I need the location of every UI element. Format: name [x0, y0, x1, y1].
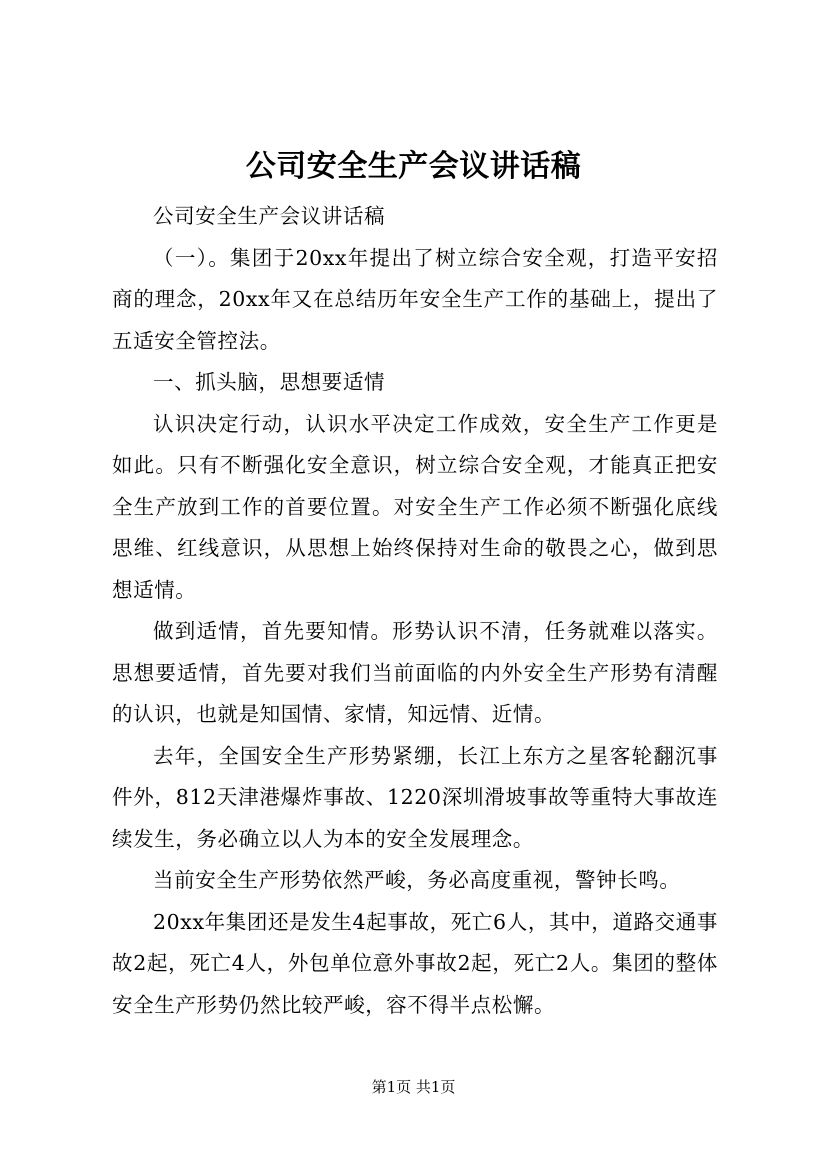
document-body — [112, 196, 718, 1026]
paragraph-know-situation: 做到适情，首先要知情。形势认识不清，任务就难以落实。思想要适情，首先要对我们当前面临的内外安全生产形势有清醒的认识，也就是知国情、家情，知远情、近情。 — [112, 619, 718, 726]
paragraph-awareness: 认识决定行动，认识水平决定工作成效，安全生产工作更是如此。只有不断强化安全意识，树立综合安全观，才能真正把安全生产放到工作的首要位置。对安全生产工作必须不断强化底线思维、红线意识，从思想上始终保持对生命的敬畏之心，做到思想适情。 — [112, 411, 718, 602]
page-footer: 第1页 共1页 — [371, 1078, 456, 1096]
paragraph-current-situation: 当前安全生产形势依然严峻，务必高度重视，警钟长鸣。 — [153, 868, 681, 892]
section-heading-1: 一、抓头脑，思想要适情 — [153, 370, 386, 394]
paragraph-accidents: 20xx年集团还是发生4起事故，死亡6人，其中，道路交通事故2起，死亡4人，外包单位意外事故2起，死亡2人。集团的整体安全生产形势仍然比较严峻，容不得半点松懈。 — [112, 909, 718, 1017]
paragraph-last-year: 去年，全国安全生产形势紧绷，长江上东方之星客轮翻沉事件外，812天津港爆炸事故、1220深圳滑坡事故等重特大事故连续发生，务必确立以人为本的安全发展理念。 — [112, 743, 718, 851]
document-title: 公司安全生产会议讲话稿 — [245, 149, 582, 184]
paragraph-intro: （一）。集团于20xx年提出了树立综合安全观，打造平安招商的理念，20xx年又在总结历年安全生产工作的基础上，提出了五适安全管控法。 — [112, 245, 718, 353]
paragraph-subtitle: 公司安全生产会议讲话稿 — [153, 204, 386, 228]
